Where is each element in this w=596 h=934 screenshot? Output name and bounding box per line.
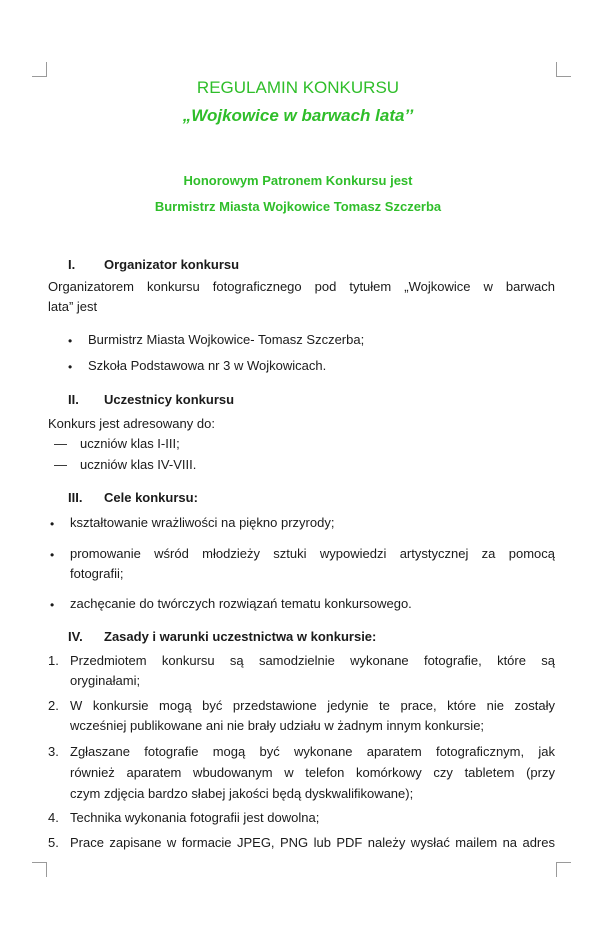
section-heading: [68, 488, 198, 508]
section-heading: [68, 627, 376, 647]
list-item-continuation: również aparatem wbudowanym w telefon komórkowy czy tabletem (przy: [70, 765, 555, 780]
section-title: Organizator konkursu: [104, 257, 240, 272]
paragraph-line: Organizatorem konkursu fotograficznego pod tytułem „Wojkowice w barwach: [48, 279, 555, 294]
list-item: zachęcanie do twórczych rozwiązań tematu konkursowego.: [70, 596, 412, 611]
document-subtitle: „Wojkowice w barwach lata’’: [182, 106, 414, 125]
section-number: III.: [68, 490, 83, 505]
section-title: Uczestnicy konkursu: [104, 392, 235, 407]
list-item-continuation: czym zdjęcia bardzo słabej jakości będą dyskwalifikowane);: [70, 786, 414, 801]
list-number: 5.: [48, 835, 59, 850]
list-number: 3.: [48, 744, 59, 759]
paragraph-line: Konkurs jest adresowany do:: [48, 416, 215, 431]
list-item: Prace zapisane w formacie JPEG, PNG lub PDF należy wysłać mailem na adres: [70, 835, 555, 850]
list-number: 2.: [48, 698, 59, 713]
list-item: Zgłaszane fotografie mogą być wykonane aparatem fotograficznym, jak: [70, 744, 555, 759]
list-item-continuation: wcześniej publikowane ani nie brały udziału w żadnym innym konkursie;: [70, 718, 485, 733]
section-heading: [68, 390, 234, 410]
list-item: uczniów klas I-III;: [80, 436, 180, 451]
bullet-icon: •: [50, 598, 55, 612]
bullet-icon: •: [68, 334, 73, 348]
section-title: Zasady i warunki uczestnictwa w konkursie:: [104, 629, 377, 644]
dash-icon: —: [54, 457, 67, 472]
list-item: uczniów klas IV-VIII.: [80, 457, 197, 472]
list-number: 1.: [48, 653, 59, 668]
list-item-continuation: oryginałami;: [70, 673, 141, 688]
patron-line-2: Burmistrz Miasta Wojkowice Tomasz Szczerba: [154, 199, 442, 214]
list-item: promowanie wśród młodzieży sztuki wypowiedzi artystycznej za pomocą: [70, 546, 555, 561]
list-item: Szkoła Podstawowa nr 3 w Wojkowicach.: [88, 358, 327, 373]
page-corner-top-left: [32, 62, 47, 77]
list-item: Technika wykonania fotografii jest dowolna;: [70, 810, 320, 825]
page-corner-bottom-left: [32, 862, 47, 877]
section-title: Cele konkursu:: [104, 490, 198, 505]
paragraph-line: lata” jest: [48, 299, 98, 314]
list-number: 4.: [48, 810, 59, 825]
list-item-continuation: fotografii;: [70, 566, 124, 581]
document-title: REGULAMIN KONKURSU: [196, 78, 400, 97]
page-corner-top-right: [556, 62, 571, 77]
patron-line-1: Honorowym Patronem Konkursu jest: [183, 173, 413, 188]
bullet-icon: •: [68, 360, 73, 374]
list-item: Przedmiotem konkursu są samodzielnie wykonane fotografie, które są: [70, 653, 555, 668]
list-item: Burmistrz Miasta Wojkowice- Tomasz Szczerba;: [88, 332, 365, 347]
section-number: IV.: [68, 629, 83, 644]
list-item: kształtowanie wrażliwości na piękno przyrody;: [70, 515, 335, 530]
dash-icon: —: [54, 436, 67, 451]
list-item: W konkursie mogą być przedstawione jedynie te prace, które nie zostały: [70, 698, 555, 713]
section-number: II.: [68, 392, 79, 407]
bullet-icon: •: [50, 517, 55, 531]
section-number: I.: [68, 257, 76, 272]
bullet-icon: •: [50, 548, 55, 562]
page-corner-bottom-right: [556, 862, 571, 877]
section-heading: [68, 255, 239, 275]
